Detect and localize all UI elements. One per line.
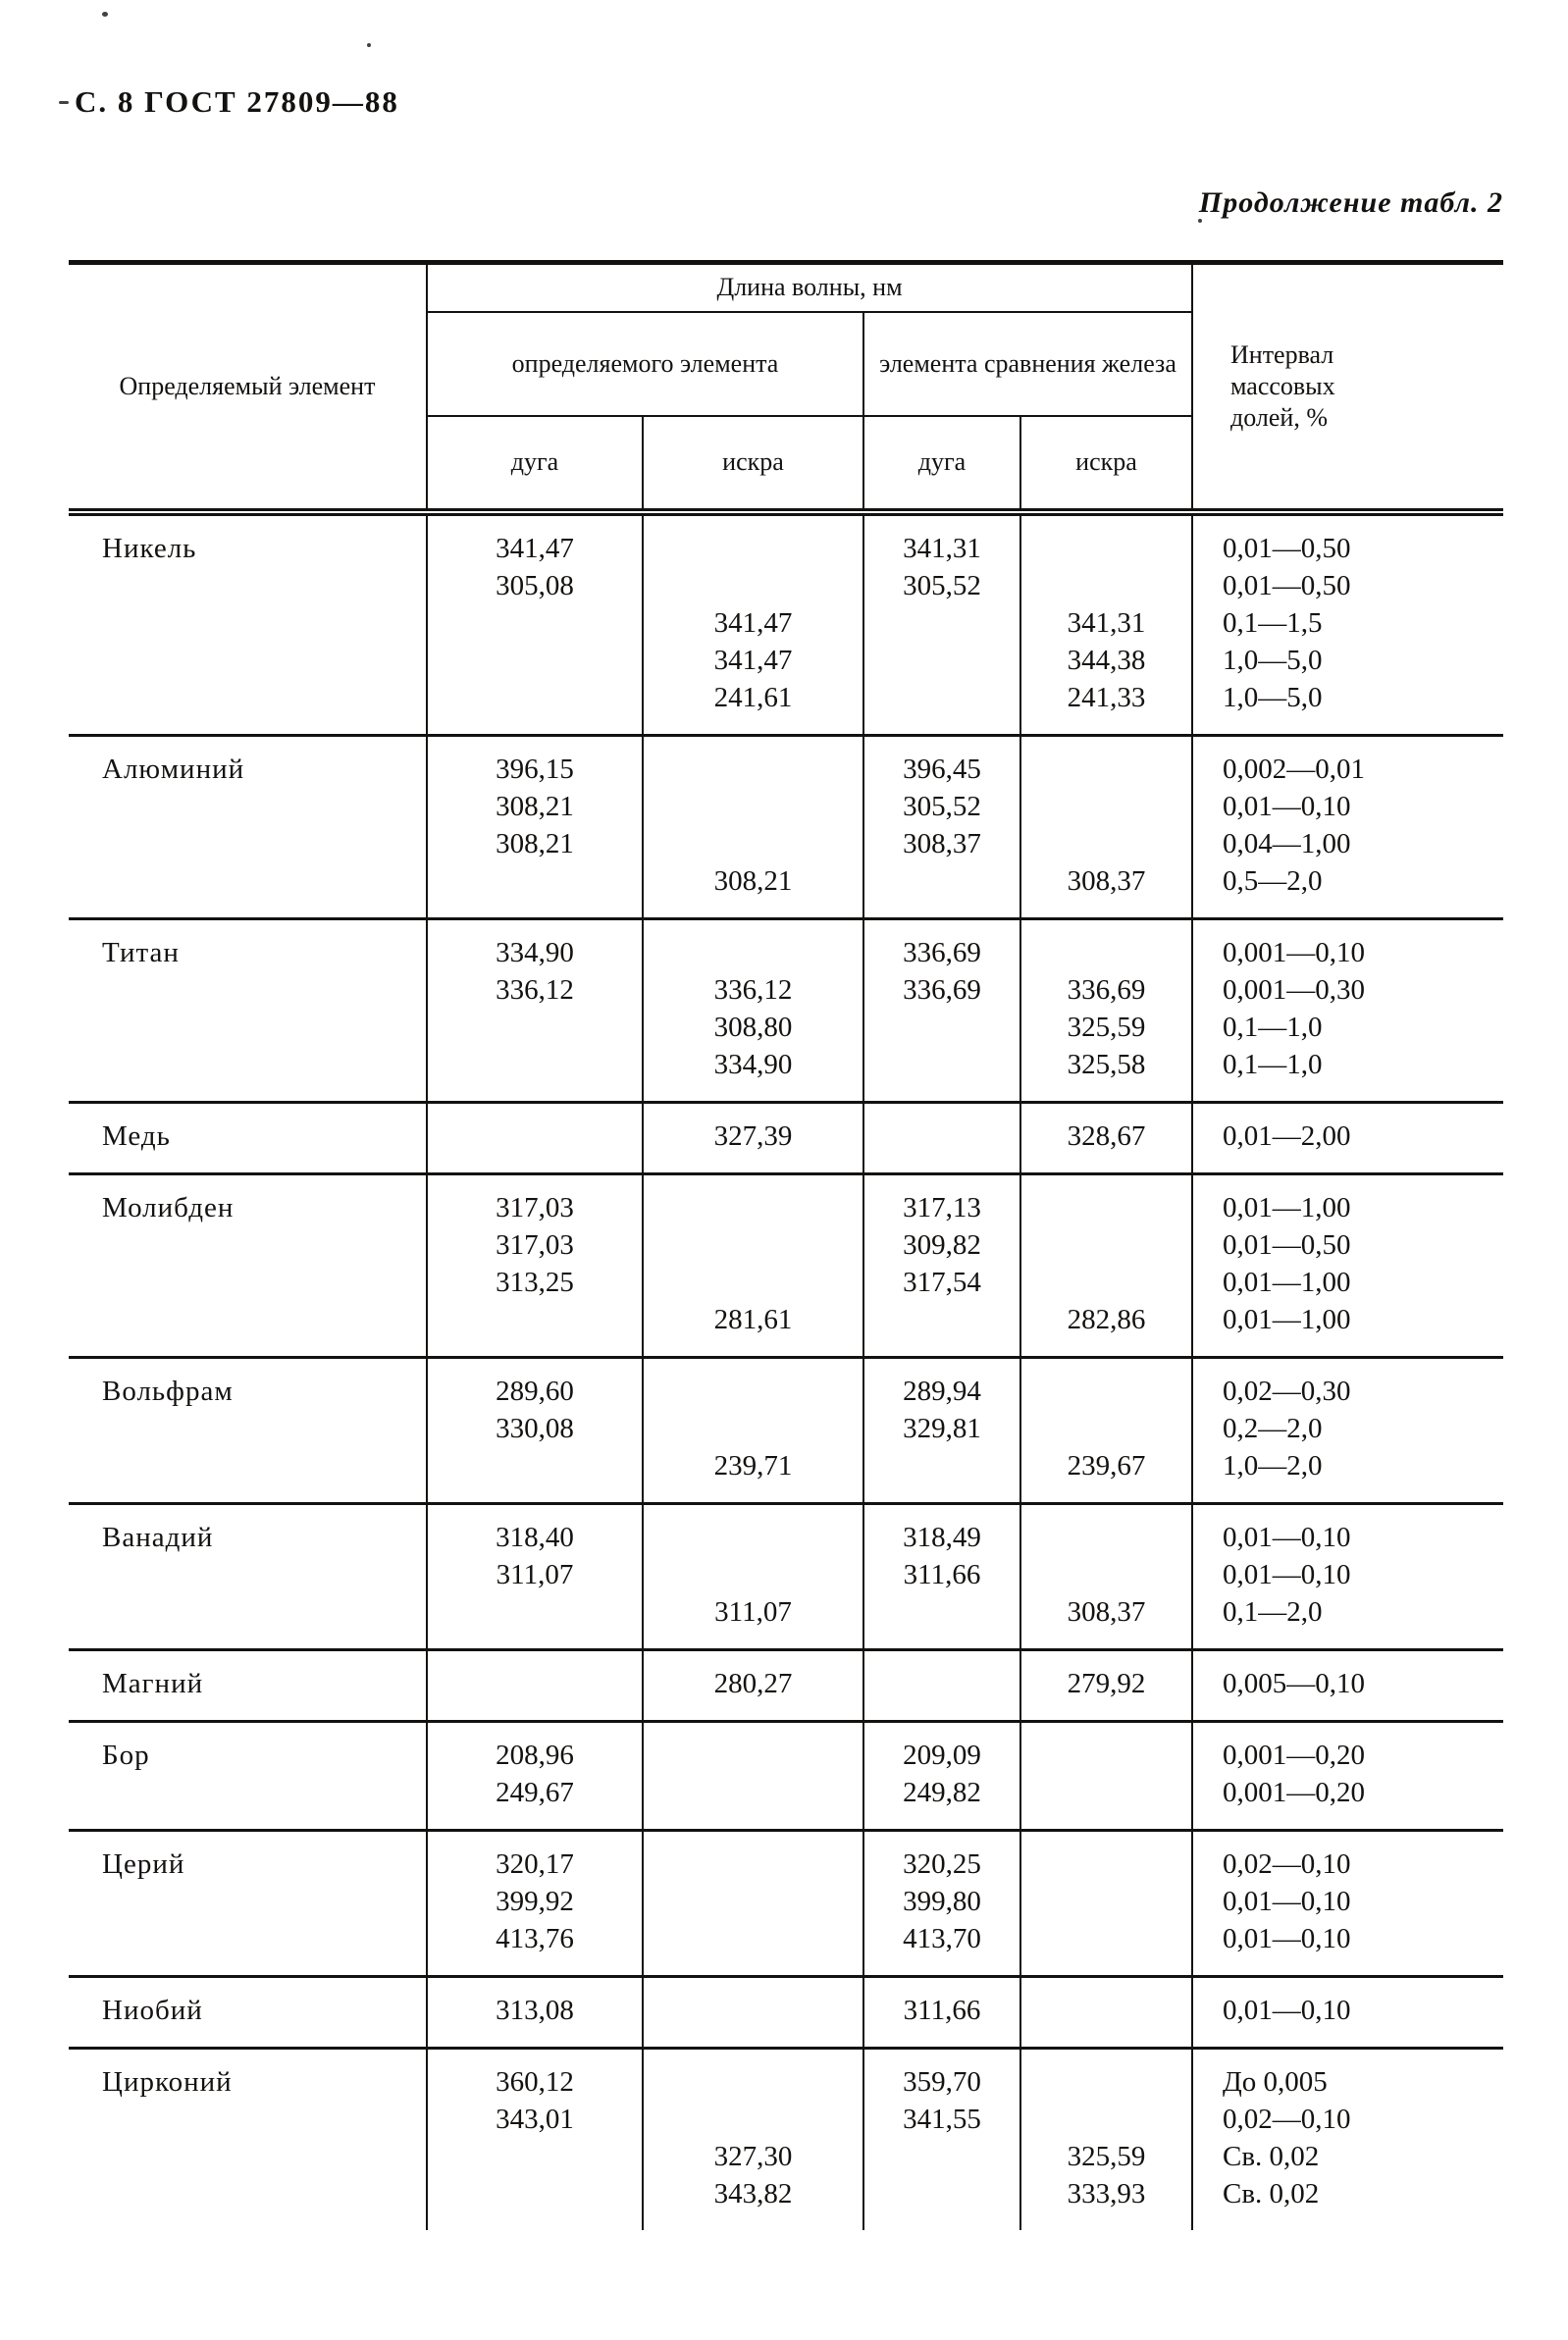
cell-interval xyxy=(1192,1357,1503,1503)
cell-arc-determined xyxy=(427,1830,643,1976)
value-line: 249,67 xyxy=(496,1776,574,1808)
cell-element xyxy=(69,1102,427,1173)
table-row xyxy=(69,2048,1503,2230)
cell-element xyxy=(69,1173,427,1357)
value-line xyxy=(432,604,638,642)
col-header-arc-reference: дуга xyxy=(863,416,1020,512)
value-line xyxy=(648,2101,859,2138)
value-line xyxy=(1025,2063,1187,2101)
cell-spark-determined xyxy=(643,1357,863,1503)
cell-arc-reference xyxy=(863,1830,1020,1976)
value-line xyxy=(648,1883,859,1920)
value-line: 1,0—2,0 xyxy=(1223,1449,1323,1482)
cell-arc-reference xyxy=(863,1721,1020,1830)
table-row xyxy=(69,918,1503,1102)
value-line xyxy=(1025,1226,1187,1264)
value-line: 0,1—1,0 xyxy=(1223,1048,1323,1080)
scan-speck xyxy=(367,43,371,47)
cell-spark-determined xyxy=(643,1503,863,1649)
value-line: 336,12 xyxy=(713,973,793,1006)
value-line: 0,001—0,20 xyxy=(1223,1739,1365,1771)
value-line xyxy=(868,642,1016,679)
value-line xyxy=(432,2138,638,2175)
value-line xyxy=(1025,751,1187,788)
value-line: 0,02—0,10 xyxy=(1223,1847,1351,1880)
cell-element xyxy=(69,1503,427,1649)
table-row xyxy=(69,1357,1503,1503)
cell-arc-determined xyxy=(427,2048,643,2230)
value-line xyxy=(1025,788,1187,825)
value-line: 336,69 xyxy=(1067,973,1146,1006)
value-line: 289,94 xyxy=(903,1375,981,1407)
value-line: 311,07 xyxy=(496,1558,574,1590)
value-line: 344,38 xyxy=(1067,644,1146,676)
value-line: 0,01—1,00 xyxy=(1223,1303,1351,1335)
value-line: 330,08 xyxy=(496,1412,574,1444)
value-line: 341,47 xyxy=(713,644,793,676)
value-line xyxy=(432,2175,638,2212)
value-line: 1,0—5,0 xyxy=(1223,681,1323,713)
cell-spark-reference xyxy=(1020,1649,1192,1721)
value-line xyxy=(648,788,859,825)
cell-spark-reference xyxy=(1020,2048,1192,2230)
value-line xyxy=(1025,1410,1187,1447)
col-header-spark-determined: искра xyxy=(643,416,863,512)
value-line: 0,01—0,10 xyxy=(1223,1994,1351,2026)
cell-interval xyxy=(1192,1173,1503,1357)
value-line: 308,21 xyxy=(496,790,574,822)
value-line: 280,27 xyxy=(713,1667,793,1699)
value-line: 0,01—2,00 xyxy=(1223,1119,1351,1152)
value-line: 341,55 xyxy=(903,2103,981,2135)
value-line: 313,25 xyxy=(496,1266,574,1298)
value-line: 334,90 xyxy=(713,1048,793,1080)
element-name: Цирконий xyxy=(102,2065,233,2098)
value-line: 0,01—0,10 xyxy=(1223,1521,1351,1553)
table-row xyxy=(69,1102,1503,1173)
cell-arc-determined xyxy=(427,512,643,736)
value-line xyxy=(432,1593,638,1631)
value-line: 0,01—0,10 xyxy=(1223,790,1351,822)
value-line xyxy=(868,1447,1016,1484)
cell-arc-reference xyxy=(863,1503,1020,1649)
value-line: 317,54 xyxy=(903,1266,981,1298)
value-line xyxy=(432,1447,638,1484)
value-line xyxy=(432,679,638,716)
table-row xyxy=(69,1649,1503,1721)
cell-arc-determined xyxy=(427,1173,643,1357)
value-line xyxy=(868,2175,1016,2212)
value-line: 311,66 xyxy=(903,1558,981,1590)
value-line: 336,69 xyxy=(903,973,981,1006)
cell-arc-determined xyxy=(427,735,643,918)
value-line xyxy=(648,751,859,788)
cell-element xyxy=(69,1976,427,2048)
value-line xyxy=(1025,1189,1187,1226)
wavelength-table xyxy=(69,260,1503,2230)
value-line xyxy=(1025,1920,1187,1957)
cell-arc-determined xyxy=(427,1976,643,2048)
value-line xyxy=(1025,1774,1187,1811)
value-line: 318,49 xyxy=(903,1521,981,1553)
cell-interval xyxy=(1192,1721,1503,1830)
cell-arc-determined xyxy=(427,1503,643,1649)
page-header: С. 8 ГОСТ 27809—88 xyxy=(75,84,399,119)
table-head xyxy=(69,263,1503,512)
value-line: 0,005—0,10 xyxy=(1223,1667,1365,1699)
value-line: 396,45 xyxy=(903,753,981,785)
value-line: 343,01 xyxy=(496,2103,574,2135)
value-line: 318,40 xyxy=(496,1521,574,1553)
value-line: 208,96 xyxy=(496,1739,574,1771)
cell-arc-determined xyxy=(427,1357,643,1503)
value-line: 308,37 xyxy=(903,827,981,859)
value-line: 308,21 xyxy=(713,864,793,897)
value-line xyxy=(648,1519,859,1556)
element-name: Бор xyxy=(102,1739,150,1771)
value-line: 317,13 xyxy=(903,1191,981,1223)
value-line xyxy=(648,567,859,604)
value-line: 249,82 xyxy=(903,1776,981,1808)
value-line: 289,60 xyxy=(496,1375,574,1407)
value-line: 308,80 xyxy=(713,1011,793,1043)
value-line: 336,12 xyxy=(496,973,574,1006)
cell-interval xyxy=(1192,735,1503,918)
value-line: 399,80 xyxy=(903,1885,981,1917)
value-line xyxy=(432,1301,638,1338)
cell-interval xyxy=(1192,1649,1503,1721)
value-line: 341,47 xyxy=(496,532,574,564)
element-name: Ванадий xyxy=(102,1521,214,1553)
cell-arc-determined xyxy=(427,1721,643,1830)
scan-speck xyxy=(102,12,108,17)
cell-spark-reference xyxy=(1020,512,1192,736)
element-name: Медь xyxy=(102,1119,171,1152)
value-line xyxy=(648,1226,859,1264)
value-line xyxy=(868,1046,1016,1083)
value-line: 1,0—5,0 xyxy=(1223,644,1323,676)
value-line: 239,71 xyxy=(713,1449,793,1482)
value-line: 0,02—0,30 xyxy=(1223,1375,1351,1407)
value-line: 0,1—2,0 xyxy=(1223,1595,1323,1628)
table-body xyxy=(69,512,1503,2230)
value-line xyxy=(648,1373,859,1410)
cell-arc-reference xyxy=(863,735,1020,918)
value-line: 336,69 xyxy=(903,936,981,968)
cell-arc-reference xyxy=(863,918,1020,1102)
value-line: 325,59 xyxy=(1067,2140,1146,2172)
col-header-arc-determined: дуга xyxy=(427,416,643,512)
value-line xyxy=(648,1737,859,1774)
value-line: 413,76 xyxy=(496,1922,574,1954)
value-line: 328,67 xyxy=(1067,1119,1146,1152)
value-line: 241,61 xyxy=(713,681,793,713)
cell-interval xyxy=(1192,2048,1503,2230)
value-line: 308,37 xyxy=(1067,1595,1146,1628)
value-line xyxy=(648,2063,859,2101)
col-header-determined: определяемого элемента xyxy=(427,312,863,416)
cell-spark-determined xyxy=(643,1721,863,1830)
cell-interval xyxy=(1192,1830,1503,1976)
cell-spark-determined xyxy=(643,918,863,1102)
element-name: Алюминий xyxy=(102,753,245,785)
value-line xyxy=(1025,1519,1187,1556)
value-line: 317,03 xyxy=(496,1191,574,1223)
table-row xyxy=(69,1721,1503,1830)
cell-spark-reference xyxy=(1020,735,1192,918)
value-line: 313,08 xyxy=(496,1994,574,2026)
value-line: 305,52 xyxy=(903,790,981,822)
value-line xyxy=(1025,1737,1187,1774)
col-header-interval: Интервал массовых долей, % xyxy=(1192,263,1503,512)
cell-spark-reference xyxy=(1020,1357,1192,1503)
value-line xyxy=(1025,1556,1187,1593)
cell-spark-determined xyxy=(643,735,863,918)
value-line: 239,67 xyxy=(1067,1449,1146,1482)
value-line xyxy=(1025,530,1187,567)
cell-spark-determined xyxy=(643,2048,863,2230)
value-line xyxy=(1025,1373,1187,1410)
scan-speck xyxy=(1198,219,1202,223)
value-line: 309,82 xyxy=(903,1228,981,1261)
cell-spark-reference xyxy=(1020,1830,1192,1976)
value-line: 282,86 xyxy=(1067,1303,1146,1335)
value-line xyxy=(432,1118,638,1155)
cell-spark-determined xyxy=(643,1649,863,1721)
value-line xyxy=(648,1992,859,2029)
value-line: 0,002—0,01 xyxy=(1223,753,1365,785)
value-line: 281,61 xyxy=(713,1303,793,1335)
element-name: Вольфрам xyxy=(102,1375,234,1407)
cell-arc-reference xyxy=(863,1357,1020,1503)
value-line: 0,1—1,0 xyxy=(1223,1011,1323,1043)
cell-spark-determined xyxy=(643,1173,863,1357)
value-line xyxy=(648,1410,859,1447)
value-line: 327,30 xyxy=(713,2140,793,2172)
table-row xyxy=(69,512,1503,736)
cell-interval xyxy=(1192,1503,1503,1649)
table-row xyxy=(69,1830,1503,1976)
value-line xyxy=(1025,1264,1187,1301)
value-line xyxy=(868,1593,1016,1631)
cell-spark-reference xyxy=(1020,1976,1192,2048)
value-line: 305,52 xyxy=(903,569,981,601)
value-line: 0,02—0,10 xyxy=(1223,2103,1351,2135)
cell-arc-determined xyxy=(427,918,643,1102)
value-line xyxy=(648,1920,859,1957)
value-line xyxy=(648,934,859,971)
value-line xyxy=(432,1665,638,1702)
element-name: Ниобий xyxy=(102,1994,203,2026)
value-line: 343,82 xyxy=(713,2177,793,2210)
col-header-spark-reference: искра xyxy=(1020,416,1192,512)
value-line: 209,09 xyxy=(903,1739,981,1771)
table-row xyxy=(69,1173,1503,1357)
value-line: 320,25 xyxy=(903,1847,981,1880)
element-name: Магний xyxy=(102,1667,204,1699)
value-line xyxy=(868,1665,1016,1702)
cell-element xyxy=(69,1357,427,1503)
value-line: 327,39 xyxy=(713,1119,793,1152)
col-header-wavelength: Длина волны, нм xyxy=(427,263,1192,312)
cell-interval xyxy=(1192,918,1503,1102)
value-line xyxy=(1025,2101,1187,2138)
value-line xyxy=(432,642,638,679)
value-line: 0,5—2,0 xyxy=(1223,864,1323,897)
cell-spark-reference xyxy=(1020,1721,1192,1830)
value-line: 0,001—0,10 xyxy=(1223,936,1365,968)
value-line: 305,08 xyxy=(496,569,574,601)
value-line: 0,04—1,00 xyxy=(1223,827,1351,859)
value-line xyxy=(1025,825,1187,862)
value-line xyxy=(868,604,1016,642)
element-name: Никель xyxy=(102,532,197,564)
value-line: До 0,005 xyxy=(1223,2065,1328,2098)
value-line: 0,001—0,20 xyxy=(1223,1776,1365,1808)
cell-spark-determined xyxy=(643,512,863,736)
value-line: 317,03 xyxy=(496,1228,574,1261)
cell-interval xyxy=(1192,1102,1503,1173)
table-row xyxy=(69,1976,1503,2048)
value-line xyxy=(868,679,1016,716)
value-line: 0,01—0,50 xyxy=(1223,532,1351,564)
value-line xyxy=(1025,934,1187,971)
value-line: 413,70 xyxy=(903,1922,981,1954)
value-line: 0,001—0,30 xyxy=(1223,973,1365,1006)
cell-arc-reference xyxy=(863,1173,1020,1357)
value-line xyxy=(432,862,638,900)
value-line: 396,15 xyxy=(496,753,574,785)
value-line: 241,33 xyxy=(1067,681,1146,713)
cell-element xyxy=(69,2048,427,2230)
cell-interval xyxy=(1192,1976,1503,2048)
cell-arc-reference xyxy=(863,1102,1020,1173)
value-line: 0,01—1,00 xyxy=(1223,1191,1351,1223)
value-line xyxy=(868,1301,1016,1338)
value-line: 279,92 xyxy=(1067,1667,1146,1699)
value-line: Св. 0,02 xyxy=(1223,2177,1320,2210)
value-line xyxy=(648,1556,859,1593)
value-line: 341,47 xyxy=(713,606,793,639)
scan-speck xyxy=(59,101,69,104)
cell-arc-determined xyxy=(427,1649,643,1721)
value-line: 308,37 xyxy=(1067,864,1146,897)
cell-element xyxy=(69,512,427,736)
value-line: 0,01—1,00 xyxy=(1223,1266,1351,1298)
table-continuation-caption: Продолжение табл. 2 xyxy=(1198,186,1503,219)
cell-arc-reference xyxy=(863,512,1020,736)
value-line: 325,59 xyxy=(1067,1011,1146,1043)
value-line xyxy=(648,825,859,862)
value-line: 334,90 xyxy=(496,936,574,968)
value-line: 341,31 xyxy=(1067,606,1146,639)
cell-arc-reference xyxy=(863,1976,1020,2048)
value-line: 0,2—2,0 xyxy=(1223,1412,1323,1444)
value-line xyxy=(648,1774,859,1811)
cell-spark-determined xyxy=(643,1102,863,1173)
value-line: 0,01—0,50 xyxy=(1223,1228,1351,1261)
value-line: 320,17 xyxy=(496,1847,574,1880)
element-name: Церий xyxy=(102,1847,185,1880)
cell-spark-reference xyxy=(1020,1173,1192,1357)
table-row xyxy=(69,735,1503,918)
value-line xyxy=(648,1846,859,1883)
value-line xyxy=(1025,1992,1187,2029)
cell-element xyxy=(69,1649,427,1721)
value-line xyxy=(1025,567,1187,604)
value-line: 0,01—0,10 xyxy=(1223,1885,1351,1917)
element-name: Титан xyxy=(102,936,180,968)
value-line: 359,70 xyxy=(903,2065,981,2098)
value-line: 0,01—0,50 xyxy=(1223,569,1351,601)
value-line xyxy=(868,2138,1016,2175)
value-line: Св. 0,02 xyxy=(1223,2140,1320,2172)
value-line: 308,21 xyxy=(496,827,574,859)
cell-arc-reference xyxy=(863,2048,1020,2230)
value-line xyxy=(868,862,1016,900)
value-line: 341,31 xyxy=(903,532,981,564)
cell-arc-determined xyxy=(427,1102,643,1173)
value-line: 360,12 xyxy=(496,2065,574,2098)
value-line xyxy=(432,1009,638,1046)
element-name: Молибден xyxy=(102,1191,235,1223)
cell-spark-reference xyxy=(1020,1102,1192,1173)
value-line xyxy=(868,1009,1016,1046)
cell-spark-reference xyxy=(1020,918,1192,1102)
cell-element xyxy=(69,1830,427,1976)
value-line: 325,58 xyxy=(1067,1048,1146,1080)
value-line xyxy=(1025,1846,1187,1883)
value-line xyxy=(1025,1883,1187,1920)
value-line: 399,92 xyxy=(496,1885,574,1917)
col-header-reference: элемента сравнения железа xyxy=(863,312,1192,416)
cell-spark-determined xyxy=(643,1976,863,2048)
cell-interval xyxy=(1192,512,1503,736)
value-line xyxy=(648,1189,859,1226)
cell-element xyxy=(69,735,427,918)
cell-element xyxy=(69,918,427,1102)
value-line: 311,66 xyxy=(903,1994,981,2026)
value-line: 0,01—0,10 xyxy=(1223,1558,1351,1590)
table-row xyxy=(69,1503,1503,1649)
value-line xyxy=(648,1264,859,1301)
cell-spark-reference xyxy=(1020,1503,1192,1649)
value-line xyxy=(648,530,859,567)
col-header-element: Определяемый элемент xyxy=(69,263,427,512)
value-line xyxy=(868,1118,1016,1155)
value-line: 311,07 xyxy=(714,1595,792,1628)
cell-element xyxy=(69,1721,427,1830)
cell-arc-reference xyxy=(863,1649,1020,1721)
value-line: 329,81 xyxy=(903,1412,981,1444)
value-line xyxy=(432,1046,638,1083)
value-line: 0,01—0,10 xyxy=(1223,1922,1351,1954)
value-line: 333,93 xyxy=(1067,2177,1146,2210)
cell-spark-determined xyxy=(643,1830,863,1976)
value-line: 0,1—1,5 xyxy=(1223,606,1323,639)
